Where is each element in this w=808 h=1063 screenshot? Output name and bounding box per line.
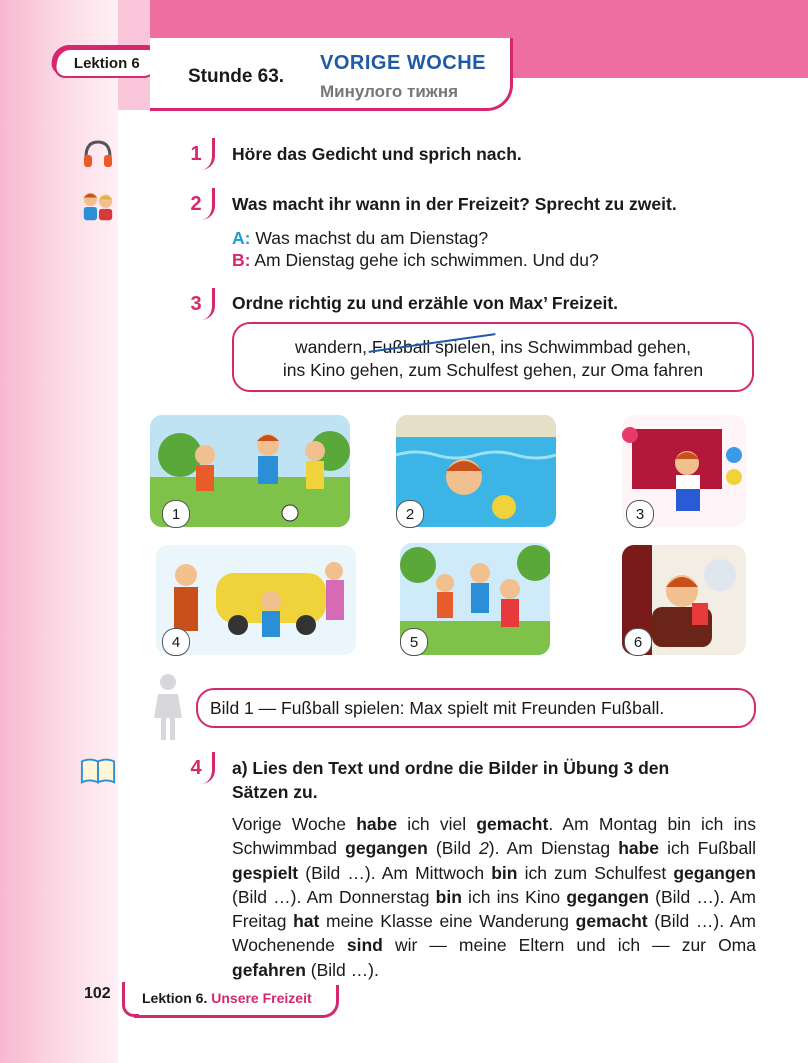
headphones-icon [80,136,116,172]
speaker-b-label: B: [232,250,251,270]
task-1-text: Höre das Gedicht und sprich nach. [232,144,522,164]
picture-label-1: 1 [162,500,190,528]
footer-lesson: Lektion 6. [142,990,208,1006]
task-4-text-line-2: Sätzen zu. [232,782,318,802]
dialog-line-a [232,228,488,249]
task-2-number: 2 [180,188,215,220]
task-4-number: 4 [180,752,215,784]
stunde-number: Stunde 63. [188,66,285,87]
footer-text [142,990,312,1006]
kids-pair-icon [80,188,116,224]
speaker-b-text: Am Dienstag gehe ich schwimmen. Und du? [254,250,599,270]
example-sentence: Bild 1 — Fußball spielen: Max spielt mit Freunden Fußball. [196,688,756,728]
picture-label-5: 5 [400,628,428,656]
lesson-tab [52,48,161,78]
page-subtitle: Минулого тижня [320,82,459,101]
speaker-a-text: Was machst du am Dienstag? [255,228,489,248]
footer-topic: Unsere Freizeit [211,990,312,1006]
book-icon [80,752,116,788]
lesson-tab-label: Lektion 6 [74,54,140,72]
speaker-a-label: A: [232,228,251,248]
word-box-line-2: ins Kino gehen, zum Schulfest gehen, zur Oma fahren [282,360,704,380]
picture-label-4: 4 [162,628,190,656]
task-2-text: Was macht ihr wann in der Freizeit? Sprecht zu zweit. [232,194,677,214]
page-number: 102 [84,985,111,1002]
picture-label-2: 2 [396,500,424,528]
reading-text: Vorige Woche habe ich viel gemacht. Am Montag bin ich ins Schwimmbad gegangen (Bild 2). Am Dienstag habe ich Fußball gespielt (Bild …). Am Mittwoch bin ich zum Schulfest gegangen (Bild …). Am Donnerstag bin ich ins Kino gegangen (Bild …). Am Freitag hat meine Klasse eine Wanderung gemacht (Bild …). Am Wochenende sind wir — meine Eltern und ich — zur Oma gefahren (Bild …). [232,814,756,980]
task-4-text-line-1: a) Lies den Text und ordne die Bilder in Übung 3 den [232,758,670,778]
picture-label-3: 3 [626,500,654,528]
page-title: VORIGE WOCHE [320,52,487,74]
picture-label-6: 6 [624,628,652,656]
girl-silhouette-icon [152,672,184,742]
task-3-number: 3 [180,288,215,320]
task-1-number: 1 [180,138,215,170]
word-box-line-1: wandern, Fußball spielen, ins Schwimmbad gehen, [295,337,691,357]
task-3-text: Ordne richtig zu und erzähle von Max’ Freizeit. [232,293,619,313]
dialog-line-b [232,250,599,271]
